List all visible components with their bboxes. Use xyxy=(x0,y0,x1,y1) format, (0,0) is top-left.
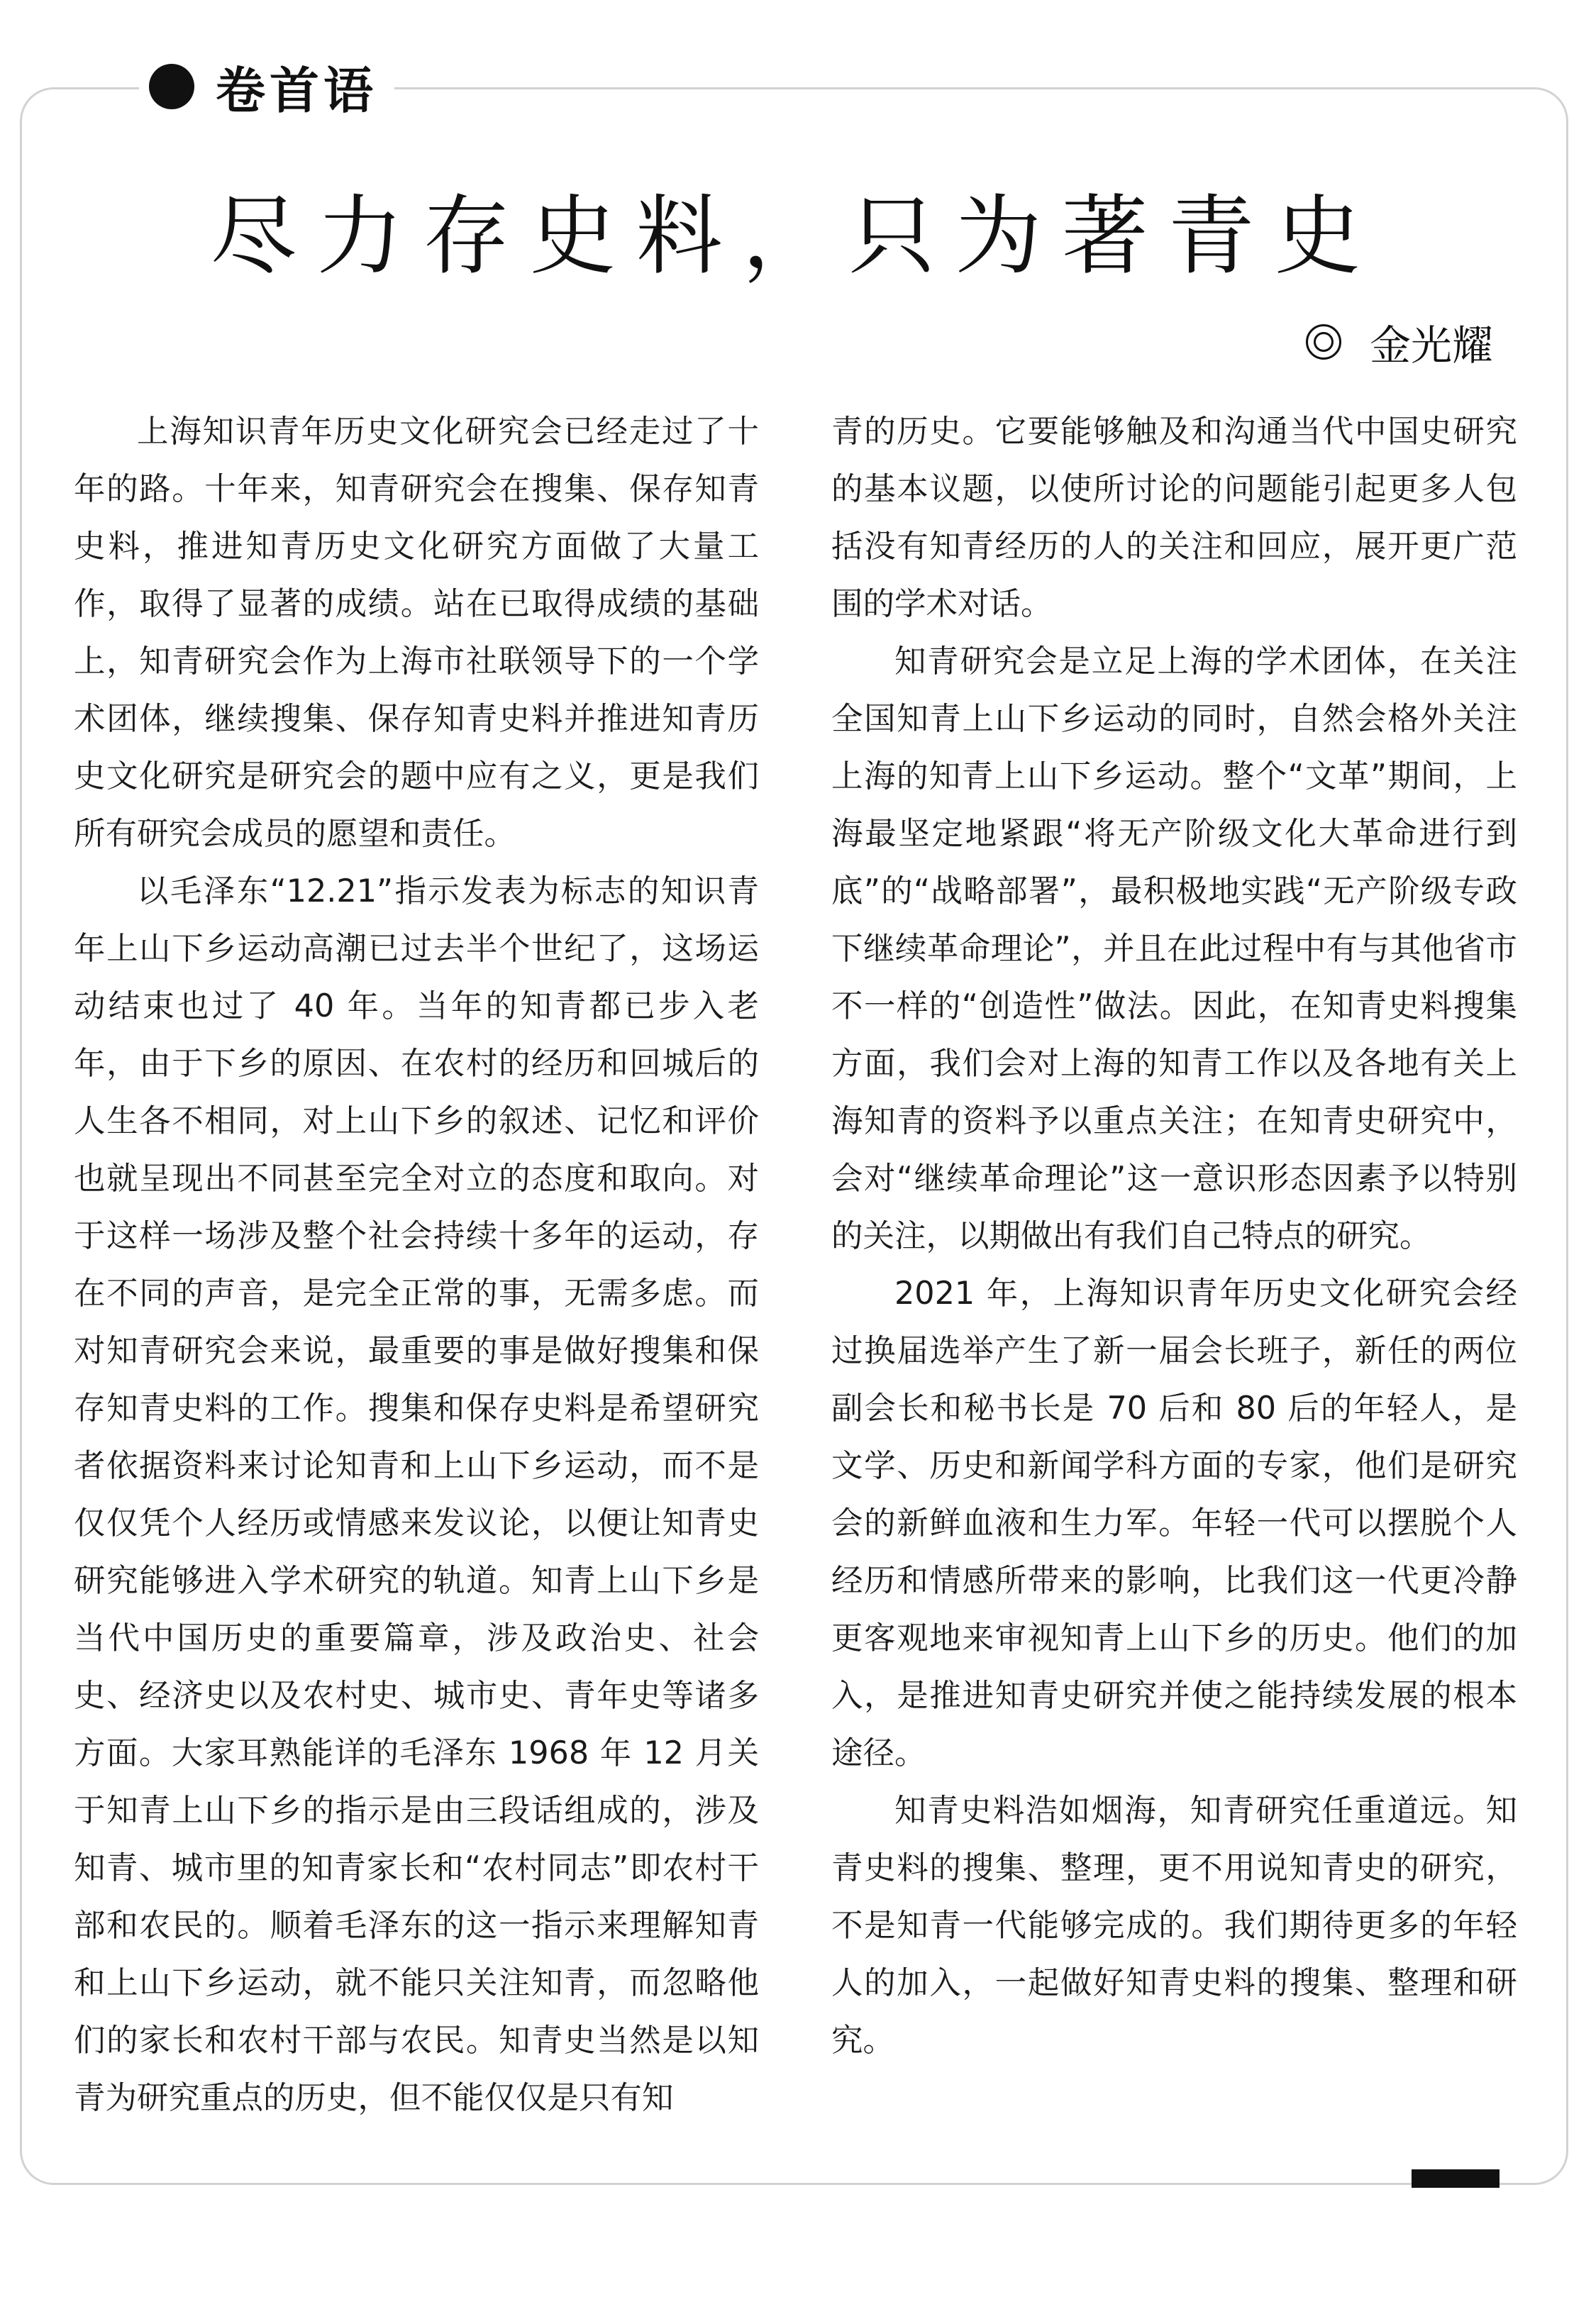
paragraph: 上海知识青年历史文化研究会已经走过了十年的路。十年来，知青研究会在搜集、保存知青史料，推进知青历史文化研究方面做了大量工作，取得了显著的成绩。站在已取得成绩的基础上，知青研究会作为上海市社联领导下的一个学术团体，继续搜集、保存知青史料并推进知青历史文化研究是研究会的题中应有之义，更是我们所有研究会成员的愿望和责任。 xyxy=(74,414,759,852)
page-corner-bar xyxy=(1412,2169,1499,2188)
author-byline xyxy=(1306,312,1493,372)
double-circle-icon xyxy=(1306,324,1341,360)
paragraph-continuation: 青的历史。它要能够触及和沟通当代中国史研究的基本议题，以使所讨论的问题能引起更多人包括没有知青经历的人的关注和回应，展开更广范围的学术对话。 xyxy=(831,414,1517,622)
paragraph: 知青研究会是立足上海的学术团体，在关注全国知青上山下乡运动的同时，自然会格外关注上海的知青上山下乡运动。整个“文革”期间，上海最坚定地紧跟“将无产阶级文化大革命进行到底”的“战略部署”，最积极地实践“无产阶级专政下继续革命理论”，并且在此过程中有与其他省市不一样的“创造性”做法。因此，在知青史料搜集方面，我们会对上海的知青工作以及各地有关上海知青的资料予以重点关注；在知青史研究中，会对“继续革命理论”这一意识形态因素予以特别的关注，以期做出有我们自己特点的研究。 xyxy=(831,643,1517,1254)
paragraph: 知青史料浩如烟海，知青研究任重道远。知青史料的搜集、整理，更不用说知青史的研究，不是知青一代能够完成的。我们期待更多的年轻人的加入，一起做好知青史料的搜集、整理和研究。 xyxy=(831,1793,1517,2059)
bullet-dot-icon xyxy=(149,64,194,109)
paragraph: 以毛泽东“12.21”指示发表为标志的知识青年上山下乡运动高潮已过去半个世纪了，这场运动结束也过了 40 年。当年的知青都已步入老年，由于下乡的原因、在农村的经历和回城后的人生各不相同，对上山下乡的叙述、记忆和评价也就呈现出不同甚至完全对立的态度和取向。对于这样一场涉及整个社会持续十多年的运动，存在不同的声音，是完全正常的事，无需多虑。而对知青研究会来说，最重要的事是做好搜集和保存知青史料的工作。搜集和保存史料是希望研究者依据资料来讨论知青和上山下乡运动，而不是仅仅凭个人经历或情感来发议论，以便让知青史研究能够进入学术研究的轨道。知青上山下乡是当代中国历史的重要篇章，涉及政治史、社会史、经济史以及农村史、城市史、青年史等诸多方面。大家耳熟能详的毛泽东 1968 年 12 月关于知青上山下乡的指示是由三段话组成的，涉及知青、城市里的知青家长和“农村同志”即农村干部和农民的。顺着毛泽东的这一指示来理解知青和上山下乡运动，就不能只关注知青，而忽略他们的家长和农村干部与农民。知青史当然是以知青为研究重点的历史，但不能仅仅是只有知 xyxy=(74,873,759,2116)
paragraph: 2021 年，上海知识青年历史文化研究会经过换届选举产生了新一届会长班子，新任的两位副会长和秘书长是 70 后和 80 后的年轻人，是文学、历史和新闻学科方面的专家，他们是研究会的新鲜血液和生力军。年轻一代可以摆脱个人经历和情感所带来的影响，比我们这一代更冷静更客观地来审视知青上山下乡的历史。他们的加入，是推进知青史研究并使之能持续发展的根本途径。 xyxy=(831,1276,1517,1771)
section-header xyxy=(139,51,394,122)
right-column xyxy=(831,403,1517,2069)
left-column xyxy=(74,403,759,2127)
section-label: 卷首语 xyxy=(216,61,377,120)
author-name: 金光耀 xyxy=(1369,321,1493,370)
article-title: 尽力存史料，只为著青史 xyxy=(210,186,1381,287)
